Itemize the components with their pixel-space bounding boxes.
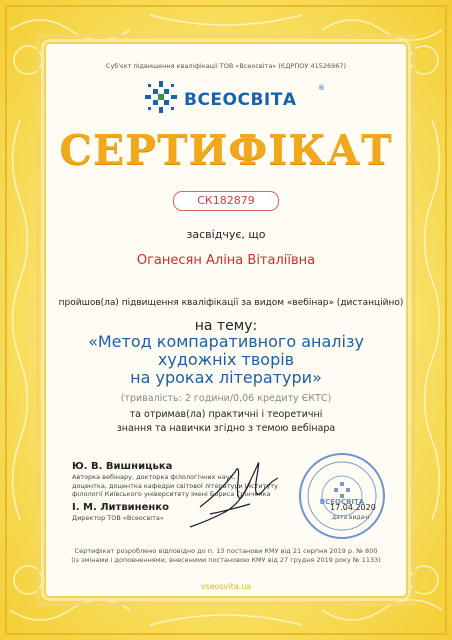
- footer-line: Сертифікат розроблено відповідно до п. 13 постанови КМУ від 21 серпня 2019 р. № 800: [74, 547, 378, 555]
- signatory2-name: І. М. Литвиненко: [72, 502, 169, 513]
- signatory1-desc-line: філології Київського університету імені Бориса Грінченка: [72, 490, 271, 498]
- footer-line: (із змінами і доповненнями, внесеними постановою КМУ від 27 грудня 2019 року № 1133): [71, 555, 381, 564]
- legal-footer: [64, 547, 388, 564]
- registered-mark: ®: [318, 84, 325, 92]
- topic-line: художніх творів: [157, 350, 295, 369]
- issue-date: 17.04.2020: [330, 503, 376, 512]
- recipient-name: Оганесян Аліна Віталіївна: [136, 253, 316, 268]
- signatory1-name: Ю. В. Вишницька: [72, 461, 173, 472]
- topic-line: «Метод компаративного аналізу: [88, 332, 364, 351]
- received-line: знання та навички згідно з темою вебінара: [116, 423, 336, 434]
- stamp-center-text: ВСЕОСВІТА: [319, 498, 365, 506]
- signatory1-desc-line: Авторка вебінару, докторка філологічних наук,: [72, 473, 236, 481]
- topic-line: на уроках літератури»: [130, 368, 322, 387]
- signatory1-desc-line: доцентка, доцентка кафедри світової літератури Інституту: [72, 481, 278, 490]
- brand-name: ВСЕОСВІТА: [184, 90, 297, 110]
- official-stamp: [296, 450, 388, 542]
- certifies-text: засвідчує, що: [186, 228, 266, 241]
- issue-date-label: дата видачі: [332, 514, 370, 521]
- handwritten-signature: [180, 452, 300, 532]
- received-text: [80, 408, 372, 436]
- completion-text: пройшов(ла) підвищення кваліфікації за видом «вебінар» (дистанційно): [58, 298, 404, 308]
- accreditation-line: Суб'єкт підвищення кваліфікації ТОВ «Всеосвіта» (ЄДРПОУ 41526967): [105, 62, 347, 70]
- topic-label: на тему:: [194, 318, 258, 334]
- signatory2-description: Директор ТОВ «Всеосвіта»: [72, 514, 164, 522]
- duration-text: (тривалість: 2 години/0,06 кредиту ЄКТС): [120, 393, 332, 404]
- received-line: та отримав(ла) практичні і теоретичні: [129, 409, 323, 420]
- certificate-number: СК182879: [173, 191, 279, 211]
- brand-logo: [144, 80, 334, 116]
- topic-title: [60, 333, 392, 387]
- snowflake-ornament-icon: [144, 80, 178, 114]
- website-link[interactable]: vseosvita.ua: [200, 582, 252, 591]
- certificate-title: СЕРТИФІКАТ: [59, 126, 393, 174]
